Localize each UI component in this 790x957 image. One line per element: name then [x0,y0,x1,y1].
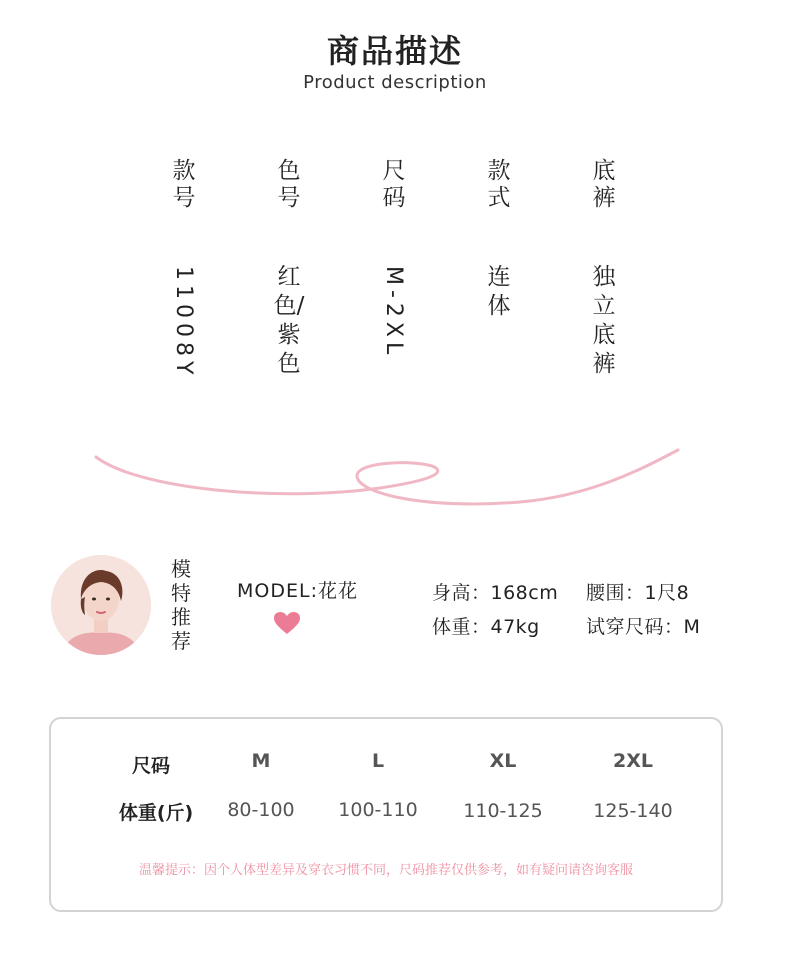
size-tip: 温馨提示：因个人体型差异及穿衣习惯不同，尺码推荐仅供参考，如有疑问请咨询客服 [138,863,633,878]
model-waist: 腰围：1尺8 [586,582,690,604]
table-header-l: L [371,750,385,772]
page-title: 商品描述 [326,32,463,70]
table-cell-xl: 110-125 [463,800,543,822]
attr-value-size: M-2XL [381,266,406,360]
table-header-2xl: 2XL [613,750,653,772]
table-header-m: M [251,750,271,772]
attr-label-style: 款式 [487,158,511,211]
size-table [49,717,723,912]
model-recommend-label: 模特推荐 [171,557,191,653]
model-avatar [51,555,151,655]
decorative-swirl [0,430,790,520]
attr-label-style-no: 款号 [172,158,196,211]
heart-icon [273,611,301,635]
model-portrait-image [51,555,151,655]
attr-value-color: 红色/紫色 [273,264,305,377]
model-weight: 体重：47kg [432,616,540,638]
model-name: MODEL:花花 [237,580,358,602]
table-cell-l: 100-110 [338,799,418,821]
attr-label-color: 色号 [277,158,301,211]
model-try-size: 试穿尺码：M [586,616,701,638]
table-cell-m: 80-100 [227,799,295,821]
attr-label-size: 尺码 [382,158,406,211]
table-header-size: 尺码 [131,755,170,777]
attr-label-bottom: 底裤 [592,158,616,211]
table-header-xl: XL [489,750,517,772]
attr-value-bottom: 独立底裤 [592,264,616,377]
page-subtitle: Product description [303,72,487,93]
table-row-weight-label: 体重(斤) [118,802,194,824]
attr-value-style-no: 11008Y [171,266,196,380]
table-cell-2xl: 125-140 [593,800,673,822]
attr-value-style: 连体 [487,264,511,319]
model-height: 身高：168cm [432,582,559,604]
